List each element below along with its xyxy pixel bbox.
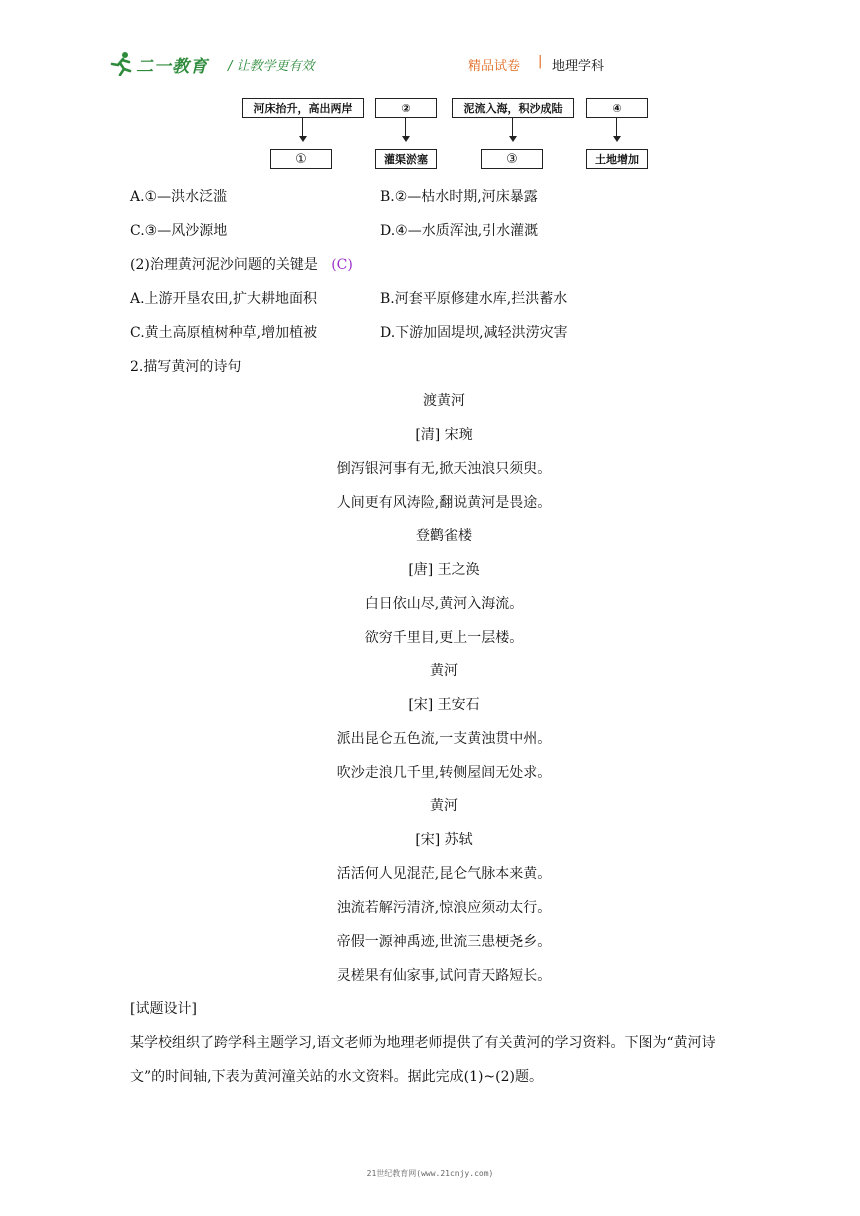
q2-option-a: A.上游开垦农田,扩大耕地面积 <box>130 291 318 307</box>
arrow-down-icon <box>613 136 621 142</box>
slogan: / 让教学更有效 <box>228 59 315 74</box>
poem-author: [宋] 王安石 <box>408 697 480 713</box>
diagram-top-box-3: 泥流入海，积沙成陆 <box>452 98 574 118</box>
poem-line: 人间更有风涛险,翻说黄河是畏途。 <box>336 495 552 511</box>
diagram-top-box-4: ④ <box>586 98 648 118</box>
poem-line: 派出昆仑五色流,一支黄浊贯中州。 <box>336 731 552 747</box>
q1-option-a: A.①—洪水泛滥 <box>130 189 228 205</box>
design-paragraph-line: 某学校组织了跨学科主题学习,语文老师为地理老师提供了有关黄河的学习资料。下图为“黄河诗 <box>130 1035 716 1051</box>
poem-line: 白日依山尽,黄河入海流。 <box>364 596 524 612</box>
poem-line: 浊流若解污清济,惊浪应须动太行。 <box>336 900 552 916</box>
q2-option-c: C.黄土高原植树种草,增加植被 <box>130 325 318 341</box>
runner-logo-icon <box>108 50 134 76</box>
poem-line: 欲穷千里目,更上一层楼。 <box>364 630 524 646</box>
brand-tag: 精品试卷 <box>468 59 521 74</box>
q2-option-d: D.下游加固堤坝,减轻洪涝灾害 <box>380 325 568 341</box>
design-label: [试题设计] <box>130 1001 197 1017</box>
arrow-down-icon <box>299 136 307 142</box>
q1-option-b: B.②—枯水时期,河床暴露 <box>380 189 538 205</box>
q2-answer-close: ) <box>347 257 353 273</box>
design-paragraph-line: 文”的时间轴,下表为黄河潼关站的水文资料。据此完成(1)~(2)题。 <box>130 1069 543 1085</box>
flow-arrow-line <box>512 118 513 138</box>
diagram-top-box-2: ② <box>375 98 437 118</box>
poem-title: 黄河 <box>430 798 458 814</box>
footer-source: 21世纪教育网(www.21cnjy.com) <box>366 1169 494 1178</box>
poem-author: [清] 宋琬 <box>415 427 473 443</box>
poem-line: 吹沙走浪几千里,转侧屋闾无处求。 <box>336 765 552 781</box>
q2-stem: (2)治理黄河泥沙问题的关键是 <box>130 257 318 273</box>
flow-arrow-line <box>405 118 406 138</box>
diagram-bottom-box-1: ① <box>270 149 332 169</box>
q1-option-c: C.③—风沙源地 <box>130 223 228 239</box>
q2-option-b: B.河套平原修建水库,拦洪蓄水 <box>380 291 568 307</box>
diagram-bottom-box-4: 土地增加 <box>586 149 648 169</box>
diagram-top-box-1: 河床抬升，高出两岸 <box>242 98 364 118</box>
arrow-down-icon <box>402 136 410 142</box>
poem-title: 登鹳雀楼 <box>416 528 472 544</box>
poem-title: 黄河 <box>430 663 458 679</box>
arrow-down-icon <box>509 136 517 142</box>
q2-stem-line <box>130 255 353 275</box>
poem-author: [唐] 王之涣 <box>408 562 480 578</box>
section-heading: 2.描写黄河的诗句 <box>130 359 242 375</box>
flow-arrow-line <box>616 118 617 138</box>
header-separator: | <box>538 54 543 69</box>
q2-answer-open: ( <box>331 257 337 273</box>
brand-logo-text: 二一教育 <box>136 57 208 77</box>
subject-label: 地理学科 <box>552 59 605 74</box>
diagram-bottom-box-3: ③ <box>481 149 543 169</box>
poem-line: 倒泻银河事有无,掀天浊浪只须臾。 <box>336 461 552 477</box>
flow-arrow-line <box>302 118 303 138</box>
poem-title: 渡黄河 <box>423 393 465 409</box>
q1-option-d: D.④—水质浑浊,引水灌溉 <box>380 223 539 239</box>
poem-line: 帝假一源神禹迹,世流三患梗尧乡。 <box>336 934 552 950</box>
diagram-bottom-box-2: 灌渠淤塞 <box>375 149 437 169</box>
poem-line: 活活何人见混茫,昆仑气脉本来黄。 <box>336 866 552 882</box>
poem-line: 灵槎果有仙家事,试问青天路短长。 <box>336 968 552 984</box>
q2-answer: C <box>336 257 348 273</box>
poem-author: [宋] 苏轼 <box>415 832 473 848</box>
